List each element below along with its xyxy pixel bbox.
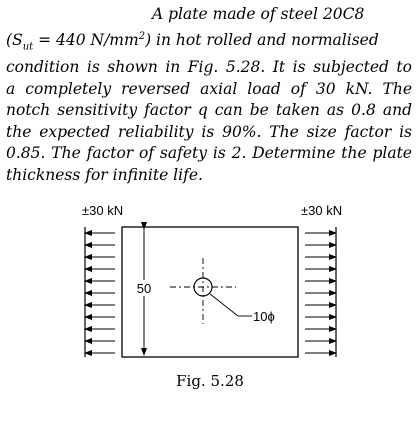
width-dimension-label: 50 xyxy=(136,281,152,296)
problem-line-4: a completely reversed axial load of 30 kN. The xyxy=(6,79,412,98)
problem-line-2: ($S_{ut} = 440$ $N/mm^2$) in hot rolled and normalised xyxy=(6,30,379,52)
problem-line-5: notch sensitivity factor q can be taken as 0.8 and xyxy=(6,101,412,120)
right-load-arrows xyxy=(305,233,336,353)
left-load-arrows xyxy=(85,233,115,353)
problem-line-7: 0.85. The factor of safety is 2. Determine the plate xyxy=(6,144,412,163)
figure-caption: Fig. 5.28 xyxy=(176,372,244,390)
hole-leader-line xyxy=(210,294,238,316)
problem-line-6: the expected reliability is 90%. The size factor is xyxy=(6,122,412,141)
problem-line-1: A plate made of steel 20C8 xyxy=(152,5,365,23)
hole-dimension-label: 10ϕ xyxy=(253,309,275,324)
left-load-label: ±30 kN xyxy=(82,203,124,218)
right-load-label: ±30 kN xyxy=(301,203,343,218)
problem-line-3: condition is shown in Fig. 5.28. It is subjected to xyxy=(6,58,412,77)
problem-line-8: thickness for infinite life. xyxy=(6,165,203,184)
